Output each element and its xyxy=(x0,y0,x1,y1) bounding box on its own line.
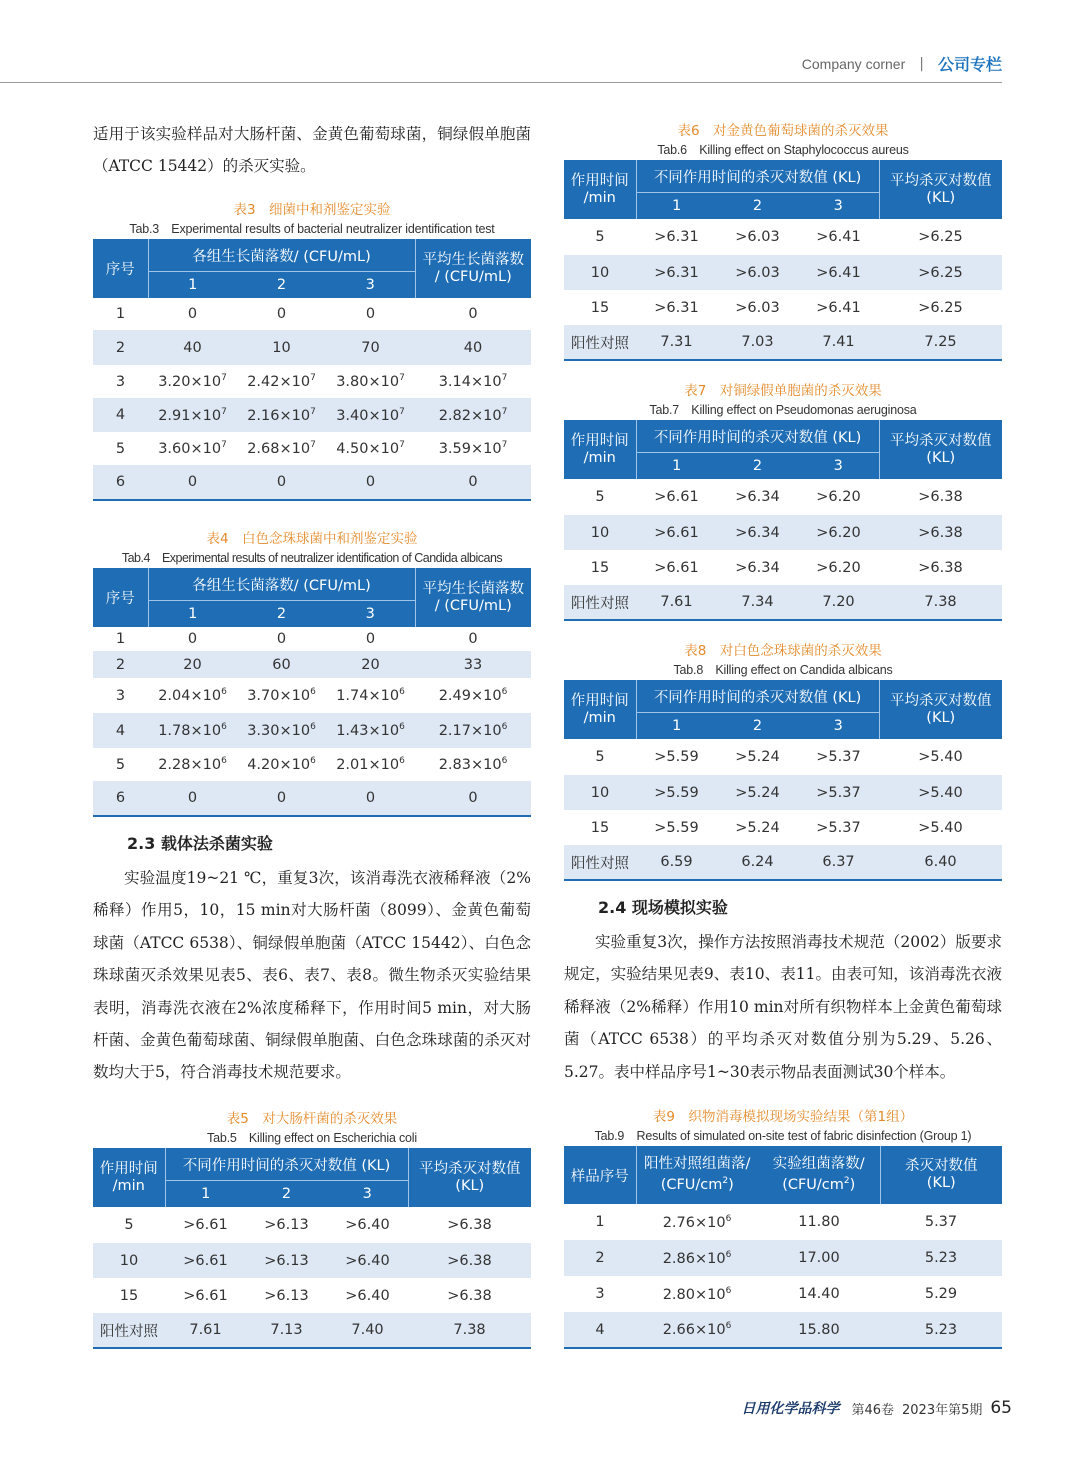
table-cell: $2.16\times 10^7$ xyxy=(237,398,326,432)
table-cell: >6.25 xyxy=(879,255,1002,290)
table-row xyxy=(564,775,1002,810)
table-cell: 15 xyxy=(119,1287,139,1304)
table-cell: 0 xyxy=(187,631,198,647)
table-cell: >6.13 xyxy=(246,1243,327,1278)
table-row xyxy=(564,1276,1002,1312)
table-cell: 3 xyxy=(115,687,126,704)
table-row xyxy=(93,1278,531,1313)
t5-h-g3: 3 xyxy=(327,1181,408,1208)
table-cell: 2 xyxy=(93,330,148,365)
table-cell: >5.40 xyxy=(879,775,1002,810)
table-cell: $4.50\times 10^7$ xyxy=(336,440,405,457)
table-cell: 40 xyxy=(415,330,531,365)
left-column xyxy=(93,118,531,183)
table-cell: 2 xyxy=(93,651,148,678)
table-cell: >6.40 xyxy=(327,1243,408,1278)
table-cell: 10 xyxy=(237,330,326,365)
table-7-caption-cn: 表7 对铜绿假单胞菌的杀灭效果 xyxy=(684,383,882,399)
t7-body xyxy=(564,479,1002,620)
table-cell: >6.34 xyxy=(735,489,780,505)
table-8 xyxy=(564,641,1002,881)
table-cell: >6.03 xyxy=(735,229,780,245)
table-row xyxy=(93,365,531,398)
t3-h-group: 各组生长菌落数/ (CFU/mL) xyxy=(148,239,415,272)
table-row xyxy=(564,739,1002,775)
table-cell: 7.31 xyxy=(636,325,717,360)
t7-h-time: 作用时间 /min xyxy=(564,420,636,479)
table-cell: >6.61 xyxy=(654,559,699,576)
table-row xyxy=(93,678,531,713)
t5-h-avg: 平均杀灭对数值 (KL) xyxy=(408,1148,531,1207)
table-row xyxy=(564,1240,1002,1276)
t8-h-g1: 1 xyxy=(636,713,717,740)
t3-h-avg: 平均生长菌落数 / (CFU/mL) xyxy=(415,239,531,298)
t4-h-g1: 1 xyxy=(148,601,237,628)
t6-h-g1: 1 xyxy=(636,193,717,220)
table-cell: 14.40 xyxy=(798,1286,840,1302)
t8-h-group: 不同作用时间的杀灭对数值 (KL) xyxy=(636,680,879,713)
section-2-4-heading: 2.4 现场模拟实验 xyxy=(598,898,728,917)
table-row xyxy=(564,845,1002,880)
table-cell: $1.78\times 10^6$ xyxy=(148,713,237,748)
t5-h-g1: 1 xyxy=(165,1181,246,1208)
t7-h-g2: 2 xyxy=(717,453,798,480)
table-cell: 4 xyxy=(93,398,148,432)
table-cell: 10 xyxy=(564,255,636,290)
table-row xyxy=(93,748,531,781)
table-9-caption-cn: 表9 织物消毒模拟现场实验结果（第1组） xyxy=(652,1109,914,1125)
table-cell: 0 xyxy=(237,781,326,816)
table-cell: 2 xyxy=(564,1240,636,1276)
table-cell: $3.40\times 10^7$ xyxy=(326,398,415,432)
table-cell: $1.43\times 10^6$ xyxy=(326,713,415,748)
table-cell: 0 xyxy=(326,465,415,500)
table-cell: >6.38 xyxy=(879,515,1002,550)
table-cell: >6.13 xyxy=(264,1217,309,1233)
t5-body xyxy=(93,1207,531,1348)
table-cell: 17.00 xyxy=(758,1240,880,1276)
table-cell: 7.61 xyxy=(165,1313,246,1348)
t9-h-no: 样品序号 xyxy=(564,1146,636,1204)
table-cell: >6.34 xyxy=(735,559,780,576)
table-cell: >6.38 xyxy=(408,1243,531,1278)
table-cell: 0 xyxy=(365,306,376,322)
t6-h-g3: 3 xyxy=(798,193,879,220)
table-cell: >6.61 xyxy=(183,1217,228,1233)
table-cell: 5 xyxy=(595,489,605,505)
header-separator: | xyxy=(919,55,924,72)
table-5-caption-en: Tab.5 Killing effect on Escherichia coli xyxy=(207,1131,417,1145)
table-cell: 3 xyxy=(115,373,126,390)
page-number: 65 xyxy=(990,1398,1012,1418)
table-cell: $2.04\times 10^6$ xyxy=(158,687,227,704)
table-cell: >6.20 xyxy=(816,559,861,576)
table-cell: $4.20\times 10^6$ xyxy=(247,756,316,773)
section-2-4 xyxy=(564,893,1002,1088)
table-cell: 7.34 xyxy=(717,585,798,620)
table-cell: >6.20 xyxy=(798,515,879,550)
table-cell: $1.74\times 10^6$ xyxy=(336,687,405,704)
table-4 xyxy=(93,529,531,817)
table-7 xyxy=(564,381,1002,621)
table-cell: 5.23 xyxy=(880,1312,1002,1348)
table-cell: 6.59 xyxy=(636,845,717,880)
table-cell: 5.23 xyxy=(880,1240,1002,1276)
table-cell: >6.03 xyxy=(717,255,798,290)
table-4-caption-en: Tab.4 Experimental results of neutralizer identification of Candida albicans xyxy=(121,551,503,565)
table-cell: >6.61 xyxy=(654,489,699,505)
table-cell: 40 xyxy=(148,330,237,365)
table-cell: $3.14\times 10^7$ xyxy=(438,373,508,390)
table-cell: >5.37 xyxy=(816,749,861,765)
table-cell: >5.59 xyxy=(654,819,699,836)
table-cell: >6.41 xyxy=(798,255,879,290)
table-cell: 7.03 xyxy=(717,325,798,360)
table-cell: >6.38 xyxy=(918,559,963,576)
table-cell: 3 xyxy=(595,1286,605,1302)
t3-h-no: 序号 xyxy=(93,239,148,298)
table-8-caption-cn: 表8 对白色念珠球菌的杀灭效果 xyxy=(684,643,882,659)
table-row xyxy=(93,781,531,816)
table-row xyxy=(564,810,1002,845)
table-cell: 15.80 xyxy=(758,1312,880,1348)
t8-body xyxy=(564,739,1002,880)
table-cell: 阳性对照 xyxy=(564,585,636,620)
t8-h-g3: 3 xyxy=(798,713,879,740)
table-cell: 7.41 xyxy=(798,325,879,360)
table-cell: 0 xyxy=(365,631,376,647)
table-row xyxy=(564,1204,1002,1240)
table-cell: $2.83\times 10^6$ xyxy=(438,756,508,773)
t8-h-g2: 2 xyxy=(717,713,798,740)
table-cell: 4 xyxy=(93,713,148,748)
table-cell: >6.03 xyxy=(735,299,780,316)
table-cell: $3.80\times 10^7$ xyxy=(336,373,405,390)
table-cell: $2.82\times 10^7$ xyxy=(415,398,531,432)
table-9-grid xyxy=(564,1146,1002,1349)
table-cell: >5.24 xyxy=(717,775,798,810)
header-rule xyxy=(0,82,1002,83)
t6-body xyxy=(564,219,1002,360)
table-cell: >6.34 xyxy=(717,515,798,550)
table-cell: >6.38 xyxy=(447,1287,492,1304)
table-cell: >6.31 xyxy=(654,299,699,316)
table-cell: 0 xyxy=(468,631,478,647)
table-cell: 0 xyxy=(237,465,326,500)
table-cell: >5.40 xyxy=(918,819,963,836)
table-cell: 6.37 xyxy=(798,845,879,880)
t7-h-avg: 平均杀灭对数值 (KL) xyxy=(879,420,1002,479)
table-cell: 5.29 xyxy=(924,1286,958,1302)
table-cell: 阳性对照 xyxy=(564,325,636,360)
table-row xyxy=(93,1313,531,1348)
table-cell: 1 xyxy=(115,631,126,647)
t4-h-g2: 2 xyxy=(237,601,326,628)
table-cell: 0 xyxy=(148,781,237,816)
t9-h-exp: 实验组菌落数/ $(CFU/cm^2)$ xyxy=(758,1146,880,1204)
table-row xyxy=(564,479,1002,515)
table-cell: 10 xyxy=(93,1243,165,1278)
table-cell: 阳性对照 xyxy=(564,845,636,880)
table-cell: 4 xyxy=(564,1312,636,1348)
table-cell: >6.61 xyxy=(636,515,717,550)
table-row xyxy=(93,298,531,330)
table-7-caption-en: Tab.7 Killing effect on Pseudomonas aeruginosa xyxy=(649,403,917,417)
table-cell: >5.24 xyxy=(735,819,780,836)
table-3-caption-en: Tab.3 Experimental results of bacterial neutralizer identification test xyxy=(129,222,495,236)
table-row xyxy=(93,1243,531,1278)
t5-h-g2: 2 xyxy=(246,1181,327,1208)
table-cell: 60 xyxy=(237,651,326,678)
table-cell: $2.91\times 10^7$ xyxy=(148,398,237,432)
table-cell: 10 xyxy=(564,515,636,550)
table-cell: 6 xyxy=(93,465,148,500)
table-cell: 7.40 xyxy=(327,1313,408,1348)
table-row xyxy=(93,330,531,365)
t9-h-pos: 阳性对照组菌落/ $(CFU/cm^2)$ xyxy=(636,1146,758,1204)
table-cell: $3.60\times 10^7$ xyxy=(158,440,227,457)
t9-h-kl: 杀灭对数值 (KL) xyxy=(880,1146,1002,1204)
table-6-caption-en: Tab.6 Killing effect on Staphylococcus aureus xyxy=(657,143,909,157)
running-header xyxy=(802,52,1002,75)
table-cell: $3.70\times 10^6$ xyxy=(247,687,316,704)
table-5 xyxy=(93,1109,531,1349)
t7-h-g3: 3 xyxy=(798,453,879,480)
t6-h-g2: 2 xyxy=(717,193,798,220)
table-cell: >6.13 xyxy=(264,1287,309,1304)
header-cn: 公司专栏 xyxy=(937,55,1002,74)
table-cell: 5 xyxy=(595,749,605,765)
table-cell: >6.38 xyxy=(447,1217,492,1233)
table-cell: 5.37 xyxy=(924,1214,958,1230)
table-cell: >5.40 xyxy=(918,749,963,765)
t3-body xyxy=(93,298,531,500)
t7-h-group: 不同作用时间的杀灭对数值 (KL) xyxy=(636,420,879,453)
table-cell: 7.38 xyxy=(879,585,1002,620)
t4-body xyxy=(93,627,531,816)
table-cell: $3.30\times 10^6$ xyxy=(237,713,326,748)
table-row xyxy=(564,1312,1002,1348)
table-9 xyxy=(564,1107,1002,1349)
intro-paragraph: 适用于该实验样品对大肠杆菌、金黄色葡萄球菌，铜绿假单胞菌（ATCC 15442）的杀灭实验。 xyxy=(93,125,531,176)
table-cell: $2.76\times 10^6$ xyxy=(662,1213,732,1231)
t3-h-g2: 2 xyxy=(237,272,326,299)
table-3-grid xyxy=(93,239,531,501)
table-cell: $3.59\times 10^7$ xyxy=(438,440,508,457)
table-cell: 6.24 xyxy=(717,845,798,880)
table-row xyxy=(564,290,1002,325)
t6-h-group: 不同作用时间的杀灭对数值 (KL) xyxy=(636,160,879,193)
table-cell: $2.68\times 10^7$ xyxy=(247,440,316,457)
table-cell: 1 xyxy=(595,1214,605,1230)
table-3 xyxy=(93,200,531,501)
table-cell: 0 xyxy=(187,306,198,322)
table-cell: >6.61 xyxy=(165,1243,246,1278)
table-cell: 10 xyxy=(564,775,636,810)
volume: 第46卷 xyxy=(851,1402,894,1418)
issue: 2023年第5期 xyxy=(902,1402,983,1418)
table-cell: 15 xyxy=(590,559,610,576)
table-cell: $2.42\times 10^7$ xyxy=(247,373,316,390)
table-cell: $2.86\times 10^6$ xyxy=(636,1240,758,1276)
table-7-grid xyxy=(564,420,1002,621)
table-5-grid xyxy=(93,1148,531,1349)
table-cell: 5 xyxy=(124,1217,134,1233)
table-cell: $2.17\times 10^6$ xyxy=(415,713,531,748)
t5-h-group: 不同作用时间的杀灭对数值 (KL) xyxy=(165,1148,408,1181)
table-cell: >5.59 xyxy=(654,749,699,765)
table-cell: >5.59 xyxy=(636,775,717,810)
table-cell: $2.66\times 10^6$ xyxy=(636,1312,758,1348)
t5-h-time: 作用时间 /min xyxy=(93,1148,165,1207)
table-cell: >6.41 xyxy=(816,229,861,245)
table-8-caption-en: Tab.8 Killing effect on Candida albicans xyxy=(673,663,893,677)
table-cell: 5 xyxy=(595,229,605,245)
table-cell: $2.28\times 10^6$ xyxy=(158,756,227,773)
t6-h-avg: 平均杀灭对数值 (KL) xyxy=(879,160,1002,219)
t8-h-time: 作用时间 /min xyxy=(564,680,636,739)
table-4-grid xyxy=(93,568,531,817)
table-row xyxy=(564,550,1002,585)
t4-h-g3: 3 xyxy=(326,601,415,628)
table-cell: 7.13 xyxy=(246,1313,327,1348)
table-cell: 7.61 xyxy=(636,585,717,620)
table-cell: 0 xyxy=(415,781,531,816)
table-cell: $2.01\times 10^6$ xyxy=(336,756,405,773)
t4-h-group: 各组生长菌落数/ (CFU/mL) xyxy=(148,568,415,601)
table-cell: 20 xyxy=(148,651,237,678)
table-cell: 5 xyxy=(115,756,126,773)
table-cell: >6.41 xyxy=(816,299,861,316)
table-row xyxy=(93,651,531,678)
table-cell: >6.40 xyxy=(345,1287,390,1304)
table-cell: $2.49\times 10^6$ xyxy=(438,687,508,704)
table-6 xyxy=(564,121,1002,361)
t6-h-time: 作用时间 /min xyxy=(564,160,636,219)
table-cell: 7.38 xyxy=(408,1313,531,1348)
page-footer xyxy=(741,1398,1012,1418)
table-cell: 0 xyxy=(148,465,237,500)
table-cell: 7.25 xyxy=(879,325,1002,360)
table-cell: 0 xyxy=(326,781,415,816)
table-cell: >5.37 xyxy=(798,775,879,810)
section-2-4-paragraph: 实验重复3次，操作方法按照消毒技术规范（2002）版要求规定，实验结果见表9、表10、表11。由表可知，该消毒洗衣液稀释液（2%稀释）作用10 min对所有织物样本上金黄色葡萄球菌（ATCC 6538）的平均杀灭对数值分别为5.29、5.26、5.27。表中样品序号1~30表示物品表面测试30个样本。 xyxy=(564,933,1002,1081)
table-row xyxy=(93,398,531,432)
table-row xyxy=(564,219,1002,255)
table-cell: 阳性对照 xyxy=(93,1313,165,1348)
t3-h-g3: 3 xyxy=(326,272,415,299)
table-cell: 6 xyxy=(93,781,148,816)
table-cell: 0 xyxy=(276,306,287,322)
table-cell: 6.40 xyxy=(879,845,1002,880)
table-9-caption-en: Tab.9 Results of simulated on-site test of fabric disinfection (Group 1) xyxy=(594,1129,972,1143)
header-en: Company corner xyxy=(801,55,906,72)
t8-h-avg: 平均杀灭对数值 (KL) xyxy=(879,680,1002,739)
table-cell: 15 xyxy=(590,299,610,316)
table-cell: >6.20 xyxy=(816,489,861,505)
table-cell: 5 xyxy=(115,440,126,457)
table-cell: 7.20 xyxy=(798,585,879,620)
table-cell: 0 xyxy=(468,306,478,322)
table-cell: 1 xyxy=(115,306,126,322)
section-2-3-heading: 2.3 载体法杀菌实验 xyxy=(127,834,273,853)
table-row xyxy=(93,1207,531,1243)
t9-body xyxy=(564,1204,1002,1348)
table-6-caption-cn: 表6 对金黄色葡萄球菌的杀灭效果 xyxy=(677,123,889,139)
table-cell: 70 xyxy=(326,330,415,365)
table-4-caption-cn: 表4 白色念珠球菌中和剂鉴定实验 xyxy=(206,531,418,547)
table-cell: >6.25 xyxy=(918,229,963,245)
table-row xyxy=(564,515,1002,550)
table-cell: >6.31 xyxy=(654,229,699,245)
table-cell: $2.80\times 10^6$ xyxy=(662,1285,732,1303)
table-6-grid xyxy=(564,160,1002,361)
table-cell: >6.38 xyxy=(918,489,963,505)
table-row xyxy=(93,432,531,465)
table-cell: 20 xyxy=(326,651,415,678)
table-3-caption-cn: 表3 细菌中和剂鉴定实验 xyxy=(233,202,391,218)
table-row xyxy=(93,713,531,748)
section-2-3-paragraph: 实验温度19~21 ℃，重复3次，该消毒洗衣液稀释液（2%稀释）作用5，10，15 min对大肠杆菌（8099）、金黄色葡萄球菌（ATCC 6538）、铜绿假单胞菌（ATCC 15442）、白色念珠球菌灭杀效果见表5、表6、表7、表8。微生物杀灭实验结果表明，消毒洗衣液在2%浓度稀释下，作用时间5 min，对大肠杆菌、金黄色葡萄球菌、铜绿假单胞菌、白色念珠球菌的杀灭对数均大于5，符合消毒技术规范要求。 xyxy=(93,869,531,1082)
table-cell: 0 xyxy=(415,465,531,500)
table-row xyxy=(564,255,1002,290)
table-cell: >5.24 xyxy=(735,749,780,765)
table-5-caption-cn: 表5 对大肠杆菌的杀灭效果 xyxy=(226,1111,398,1127)
t4-h-no: 序号 xyxy=(93,568,148,627)
t4-h-avg: 平均生长菌落数 / (CFU/mL) xyxy=(415,568,531,627)
table-8-grid xyxy=(564,680,1002,881)
table-cell: >6.31 xyxy=(636,255,717,290)
table-cell: >6.61 xyxy=(183,1287,228,1304)
journal-logo: 日用化学品科学 xyxy=(741,1401,840,1417)
table-cell: >6.25 xyxy=(918,299,963,316)
table-cell: 33 xyxy=(415,651,531,678)
table-row xyxy=(93,627,531,651)
table-cell: >5.37 xyxy=(816,819,861,836)
table-row xyxy=(564,325,1002,360)
table-cell: $3.20\times 10^7$ xyxy=(158,373,227,390)
t3-h-g1: 1 xyxy=(148,272,237,299)
table-row xyxy=(564,585,1002,620)
table-cell: 0 xyxy=(276,631,287,647)
table-cell: >6.40 xyxy=(345,1217,390,1233)
t7-h-g1: 1 xyxy=(636,453,717,480)
section-2-3 xyxy=(93,829,531,1089)
table-row xyxy=(93,465,531,500)
table-cell: 11.80 xyxy=(798,1214,840,1230)
table-cell: 15 xyxy=(590,819,610,836)
